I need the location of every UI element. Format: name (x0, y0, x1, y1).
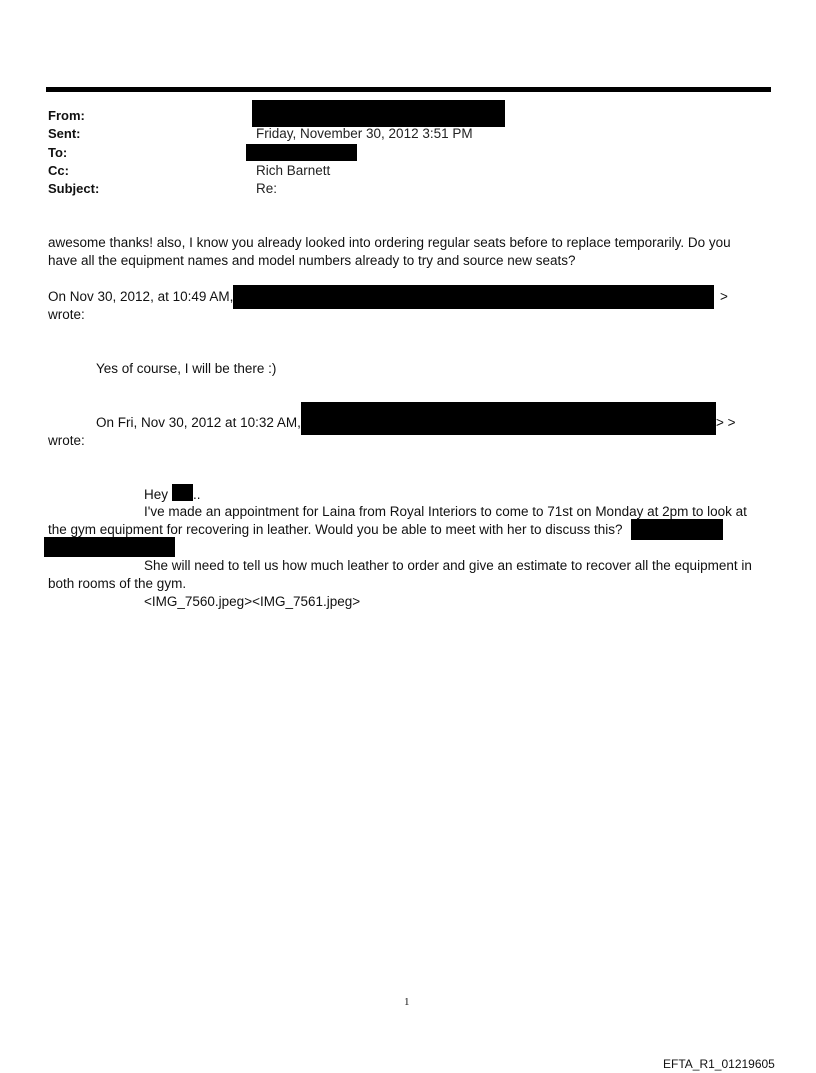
to-label: To: (48, 145, 68, 160)
from-label: From: (48, 108, 85, 123)
redacted-to (246, 144, 357, 161)
subject-label: Subject: (48, 181, 100, 196)
redacted-inline-2 (44, 537, 175, 557)
redacted-quote1-sender (233, 285, 714, 309)
redacted-greeting-name (172, 484, 193, 501)
header-rule (46, 87, 771, 92)
quote3-greeting: Hey (144, 487, 169, 502)
subject-value: Re: (256, 181, 278, 196)
quote1-wrote: wrote: (48, 307, 85, 322)
quote1-intro: On Nov 30, 2012, at 10:49 AM, (48, 289, 234, 304)
cc-value: Rich Barnett (256, 163, 331, 178)
sent-value: Friday, November 30, 2012 3:51 PM (256, 126, 473, 141)
cc-label: Cc: (48, 163, 69, 178)
quote3-line-4: both rooms of the gym. (48, 576, 187, 591)
quote3-greeting-suffix: .. (193, 487, 201, 502)
quote1-body: Yes of course, I will be there :) (96, 361, 277, 376)
message-line-2: have all the equipment names and model numbers already to try and source new seats? (48, 253, 576, 268)
quote3-line-1: I've made an appointment for Laina from Royal Interiors to come to 71st on Monday at 2pm to look at (144, 504, 747, 519)
page-number: 1 (404, 996, 410, 1008)
redacted-from (252, 100, 505, 127)
sent-label: Sent: (48, 126, 81, 141)
quote2-gt: > > (716, 415, 736, 430)
quote2-wrote: wrote: (48, 433, 85, 448)
quote3-line-3: She will need to tell us how much leather to order and give an estimate to recover all the equipment in (144, 558, 752, 573)
message-line-1: awesome thanks! also, I know you already looked into ordering regular seats before to replace temporarily. Do you (48, 235, 731, 250)
quote1-gt: > (720, 289, 728, 304)
quote3-line-2: the gym equipment for recovering in leather. Would you be able to meet with her to discuss this? (48, 522, 623, 537)
redacted-inline-1 (631, 519, 723, 540)
document-id: EFTA_R1_01219605 (663, 1057, 775, 1071)
attachments-line: <IMG_7560.jpeg><IMG_7561.jpeg> (144, 594, 361, 609)
redacted-quote2-sender (301, 402, 716, 435)
quote2-intro: On Fri, Nov 30, 2012 at 10:32 AM, (96, 415, 301, 430)
